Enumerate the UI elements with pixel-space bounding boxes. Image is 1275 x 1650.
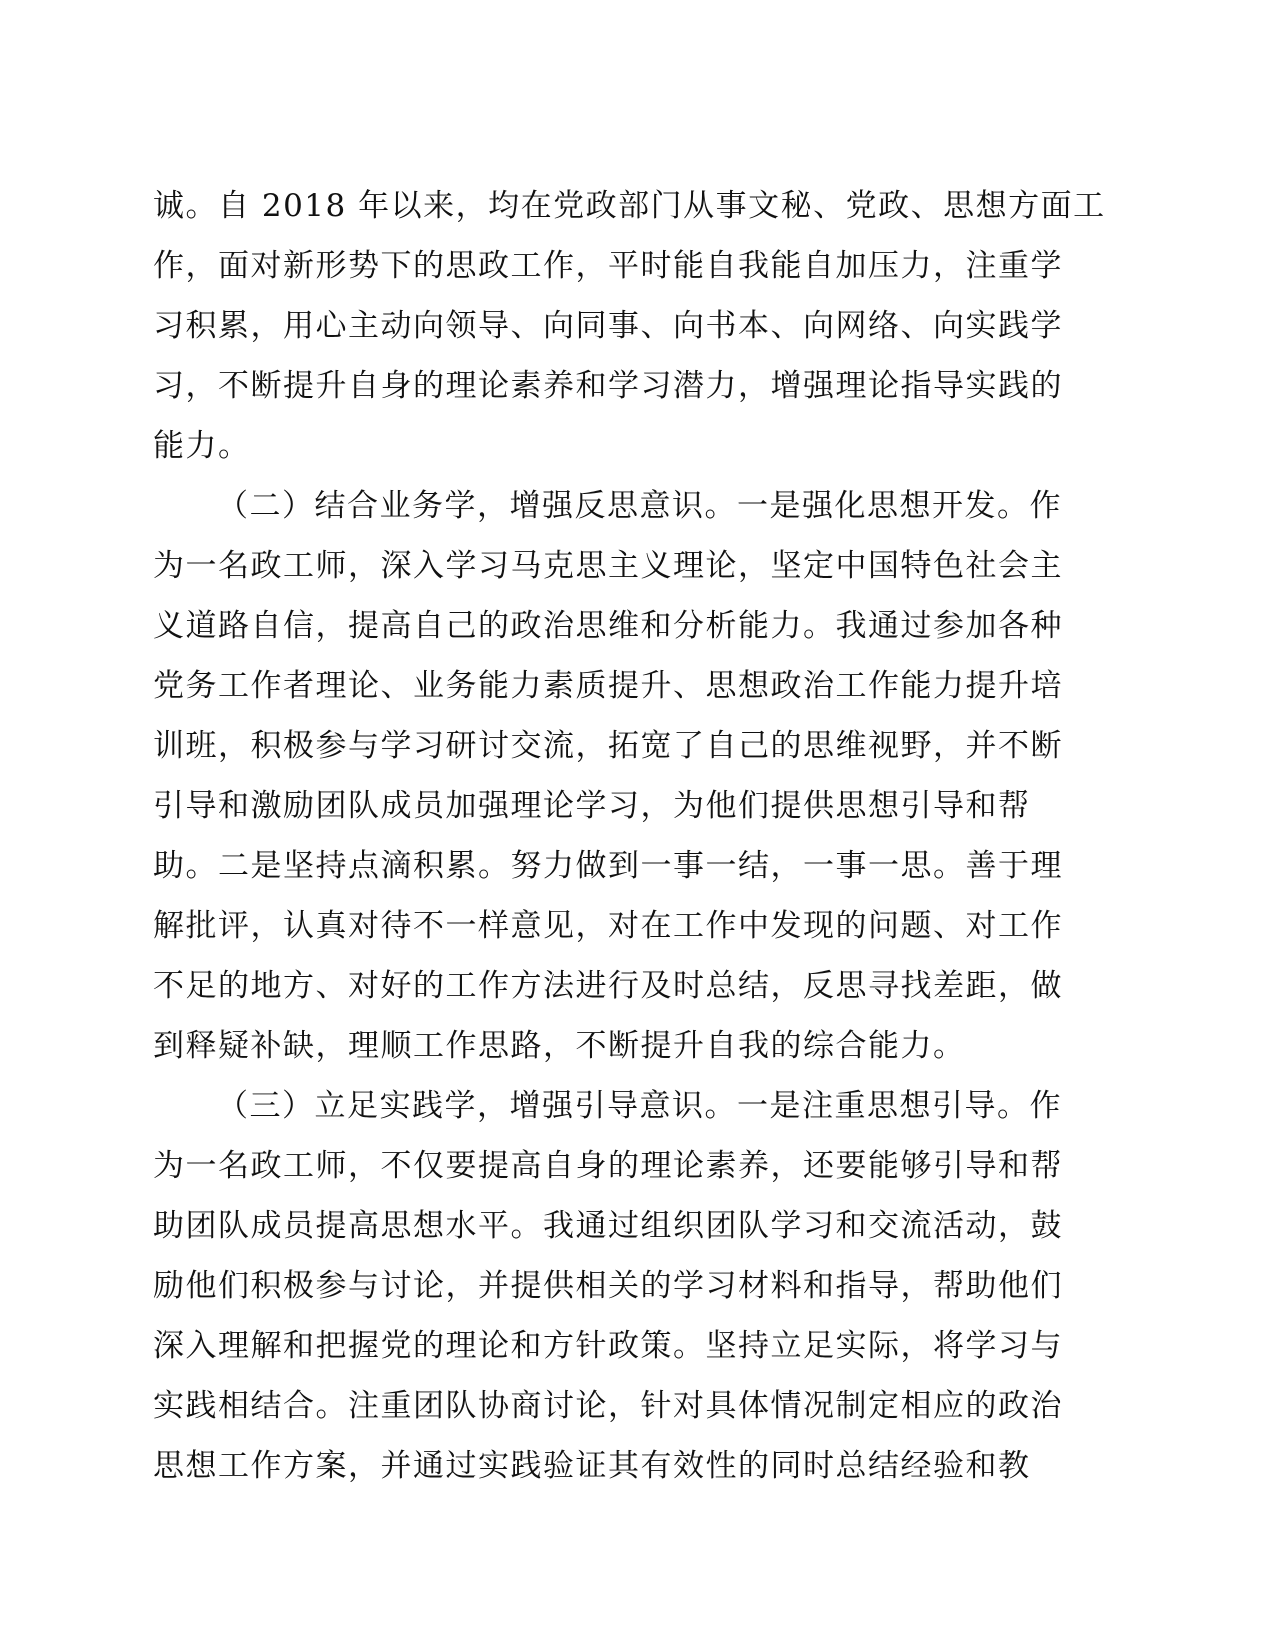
text-line: 诚。自 2018 年以来，均在党政部门从事文秘、党政、思想方面工 [153, 188, 1106, 224]
text-line: 为一名政工师，深入学习马克思主义理论，坚定中国特色社会主 [153, 548, 1063, 584]
text-line: 为一名政工师，不仅要提高自身的理论素养，还要能够引导和帮 [153, 1148, 1063, 1184]
text-line: 实践相结合。注重团队协商讨论，针对具体情况制定相应的政治 [153, 1388, 1063, 1424]
text-line: 思想工作方案，并通过实践验证其有效性的同时总结经验和教 [153, 1448, 1031, 1484]
text-line: 习，不断提升自身的理论素养和学习潜力，增强理论指导实践的 [153, 368, 1063, 404]
text-line: 不足的地方、对好的工作方法进行及时总结，反思寻找差距，做 [153, 968, 1063, 1004]
text-line: 训班，积极参与学习研讨交流，拓宽了自己的思维视野，并不断 [153, 728, 1063, 764]
text-line: 能力。 [153, 428, 251, 464]
document-body [153, 176, 1106, 1496]
text-line: 党务工作者理论、业务能力素质提升、思想政治工作能力提升培 [153, 668, 1063, 704]
text-line: 励他们积极参与讨论，并提供相关的学习材料和指导，帮助他们 [153, 1268, 1063, 1304]
text-line: 助团队成员提高思想水平。我通过组织团队学习和交流活动，鼓 [153, 1208, 1063, 1244]
text-line: 习积累，用心主动向领导、向同事、向书本、向网络、向实践学 [153, 308, 1063, 344]
text-line: 义道路自信，提高自己的政治思维和分析能力。我通过参加各种 [153, 608, 1063, 644]
text-line: 深入理解和把握党的理论和方针政策。坚持立足实际，将学习与 [153, 1328, 1063, 1364]
text-line: 引导和激励团队成员加强理论学习，为他们提供思想引导和帮 [153, 788, 1031, 824]
section-heading-line: （三）立足实践学，增强引导意识。一是注重思想引导。作 [217, 1088, 1062, 1124]
text-line: 解批评，认真对待不一样意见，对在工作中发现的问题、对工作 [153, 908, 1063, 944]
text-line: 作，面对新形势下的思政工作，平时能自我能自加压力，注重学 [153, 248, 1063, 284]
section-heading-line: （二）结合业务学，增强反思意识。一是强化思想开发。作 [217, 488, 1062, 524]
text-line: 到释疑补缺，理顺工作思路，不断提升自我的综合能力。 [153, 1028, 966, 1064]
text-line: 助。二是坚持点滴积累。努力做到一事一结，一事一思。善于理 [153, 848, 1063, 884]
